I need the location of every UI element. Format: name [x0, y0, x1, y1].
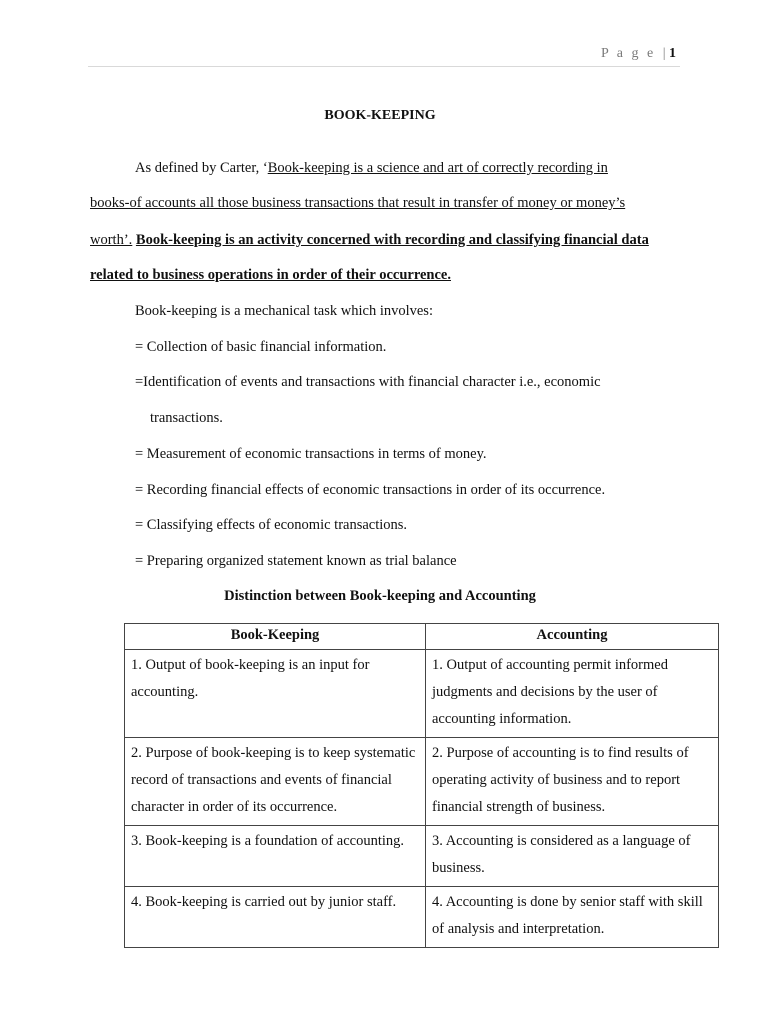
definition-prefix: As defined by Carter, ‘	[135, 160, 268, 176]
table-cell: 4. Accounting is done by senior staff with skill of analysis and interpretation.	[426, 887, 719, 948]
table-row	[125, 738, 719, 826]
table-cell: 2. Purpose of accounting is to find results of operating activity of business and to report financial strength of business.	[426, 738, 719, 826]
page-header	[88, 44, 680, 67]
table-cell: 3. Accounting is considered as a language of business.	[426, 826, 719, 887]
table-title: Distinction between Book-keeping and Accounting	[224, 588, 536, 604]
list-item: = Recording financial effects of economic transactions in order of its occurrence.	[135, 482, 606, 498]
list-item: = Preparing organized statement known as trial balance	[135, 553, 457, 569]
definition-bold-1: Book-keeping is an activity concerned with recording and classifying financial data	[135, 232, 649, 248]
definition-bold-2: related to business operations in order of their occurrence.	[90, 267, 451, 283]
page-number: 1	[669, 46, 676, 61]
table-cell: 2. Purpose of book-keeping is to keep systematic record of transactions and events of financial character in order of its occurrence.	[125, 738, 426, 826]
list-intro: Book-keeping is a mechanical task which involves:	[135, 303, 433, 319]
distinction-table	[124, 623, 719, 948]
page-label: P a g e	[600, 46, 656, 61]
list-item-continuation: transactions.	[150, 410, 223, 426]
definition-line-2	[90, 195, 625, 212]
page-number-label	[601, 46, 676, 62]
table-cell: 4. Book-keeping is carried out by junior staff.	[125, 887, 426, 948]
table-cell: 3. Book-keeping is a foundation of accounting.	[125, 826, 426, 887]
table-cell: 1. Output of book-keeping is an input for accounting.	[125, 650, 426, 738]
definition-quote-2: books-of accounts all those business transactions that result in transfer of money or money’s	[90, 195, 626, 211]
list-item: = Classifying effects of economic transactions.	[135, 517, 408, 533]
table-row	[125, 650, 719, 738]
definition-line-4	[90, 267, 451, 284]
table-header-row	[125, 624, 719, 650]
definition-line-3	[90, 232, 649, 249]
page-separator: |	[662, 46, 668, 61]
table-row	[125, 887, 719, 948]
table-row	[125, 826, 719, 887]
list-item: = Measurement of economic transactions in terms of money.	[135, 446, 487, 462]
column-header-book-keeping: Book-Keeping	[125, 624, 426, 650]
list-item: =Identification of events and transactions with financial character i.e., economic	[135, 374, 601, 390]
table-cell: 1. Output of accounting permit informed judgments and decisions by the user of accounting information.	[426, 650, 719, 738]
definition-quote-3: worth’.	[90, 232, 133, 248]
column-header-accounting: Accounting	[426, 624, 719, 650]
definition-quote-1: Book-keeping is a science and art of correctly recording in	[267, 160, 608, 176]
definition-line-1	[135, 160, 608, 177]
list-item: = Collection of basic financial information.	[135, 339, 387, 355]
document-title: BOOK-KEEPING	[324, 108, 436, 123]
